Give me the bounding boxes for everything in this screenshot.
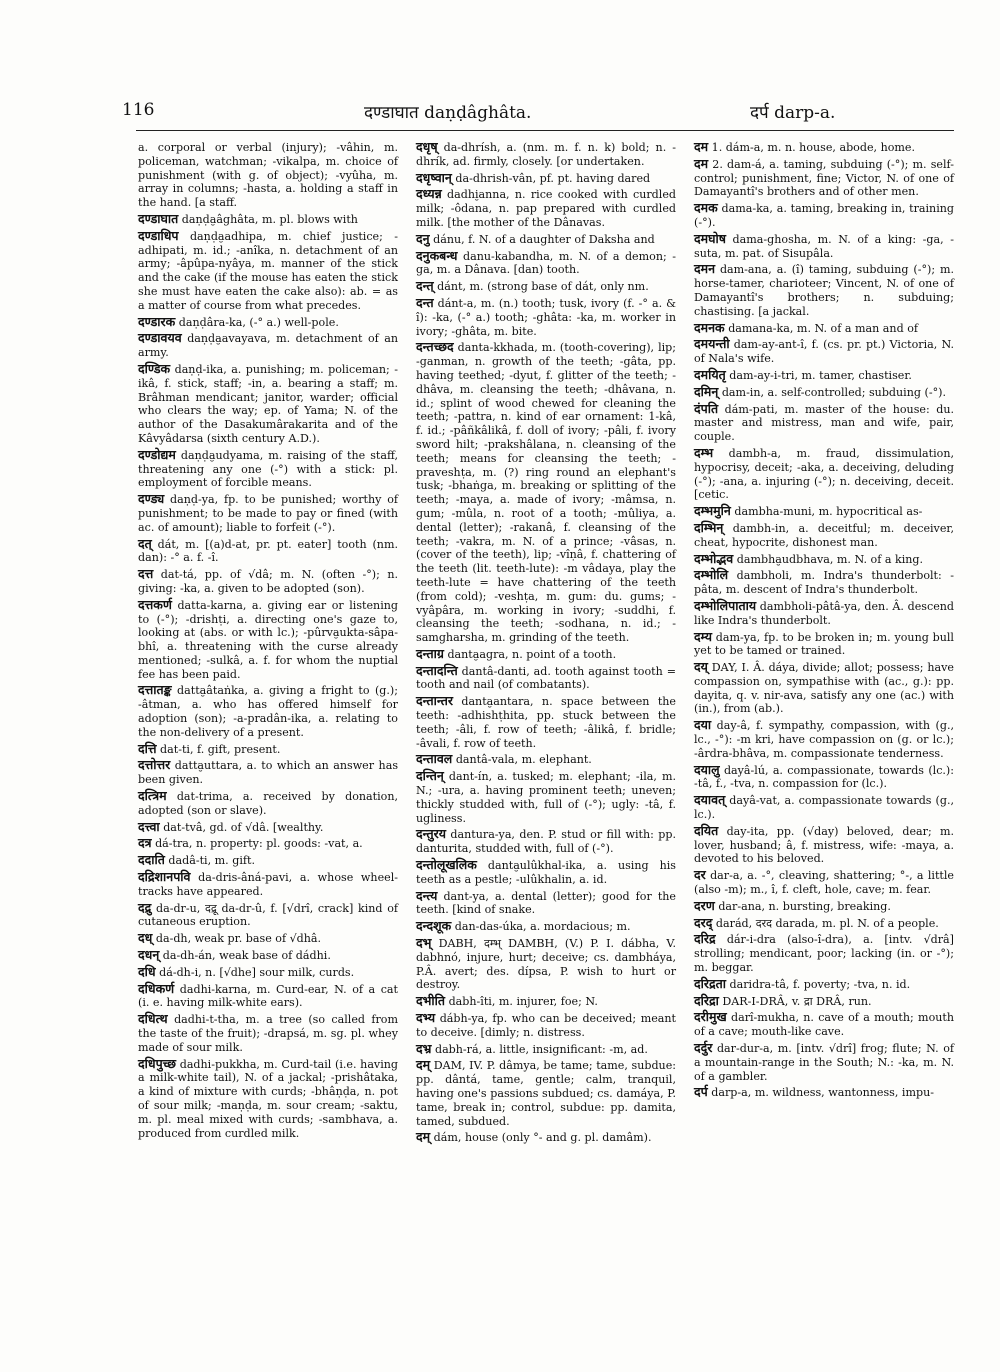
entry-headword: दन्तच्छद xyxy=(416,339,454,355)
entry-headword: दन्तुरय xyxy=(416,826,446,842)
dictionary-entry xyxy=(694,977,954,992)
dictionary-entry xyxy=(138,1057,398,1141)
entry-text: dambh-in, a. deceitful; m. deceiver, cheat, hypocrite, dishonest man. xyxy=(694,521,955,549)
entry-text: dam-in, a. self-controlled; subduing (-°). xyxy=(721,385,946,399)
entry-text: dama-ghosha, m. N. of a king: -ga, -suta, m. pat. of Sisupâla. xyxy=(694,232,954,260)
dictionary-entry xyxy=(694,402,954,444)
entry-text: DAM, IV. P. dâmya, be tame; tame, subdue: pp. dântá, tame, gentle; calm, tranquil, having one's passions subdued; cs. damáya, P. tame, break in; control, subdue: pp. damita, tamed, subdued. xyxy=(416,1059,676,1128)
entry-headword: दम् xyxy=(416,1057,431,1073)
entry-headword: दरण xyxy=(694,897,715,913)
entry-text: dant-ín, a. tusked; m. elephant; -ila, m. N.; -ura, a. having prominent teeth; uneven; thickly studded with, full of (-°); ugly: -tâ, f. ugliness. xyxy=(416,770,676,825)
column-1 xyxy=(138,140,398,1142)
dictionary-entry xyxy=(416,647,676,662)
entry-text: datta̮uttara, a. to which an answer has been given. xyxy=(138,759,399,787)
entry-text: dambh-a, m. fraud, dissimulation, hypocrisy, deceit; -aka, a. deceiving, deluding (-°); -ana, a. injuring (-°); n. deceiving, deceit. [cetic. xyxy=(694,446,955,502)
entry-headword: दत्ति xyxy=(138,740,157,756)
entry-text: DABH, दम्भ् DAMBH, (V.) P. I. dábha, V. dabhnó, injure, hurt; deceive; cs. dambháya, P.Â. avert; des. dípsa, P. wish to hurt or destroy. xyxy=(416,937,677,992)
entry-headword: दमघोष xyxy=(694,230,726,246)
entry-headword: दयावत् xyxy=(694,792,726,808)
entry-headword: दरिद्र xyxy=(694,931,716,947)
dictionary-entry xyxy=(416,187,676,229)
running-head-left: दण्डाघात daṇḍâghâta. xyxy=(364,103,532,123)
entry-headword: दत्त्वा xyxy=(138,818,160,834)
entry-text: dadâ-ti, m. gift. xyxy=(168,854,255,868)
dictionary-entry xyxy=(416,858,676,887)
dictionary-entry xyxy=(138,758,398,787)
entry-text: dabh-rá, a. little, insignificant: -m, ad. xyxy=(434,1042,648,1056)
page-header xyxy=(122,100,940,126)
entry-headword: दधृष् xyxy=(416,139,438,154)
entry-text: dayâ-vat, a. compassionate towards (g., lc.). xyxy=(694,794,955,822)
entry-headword: दनुकबन्ध xyxy=(416,247,458,263)
entry-headword: दभ्र xyxy=(416,1040,432,1056)
dictionary-entry xyxy=(416,889,676,918)
dictionary-entry xyxy=(138,315,398,330)
dictionary-entry xyxy=(138,820,398,835)
entry-text: dánt-a, m. (n.) tooth; tusk, ivory (f. -° a. & î): -ka, (-° a.) tooth; -ghâta: -ka, m. worker in ivory; -ghâta, m. bite. xyxy=(416,296,676,338)
entry-text: dambholi, m. Indra's thunderbolt: -pâta, m. descent of Indra's thunderbolt. xyxy=(694,569,955,597)
entry-text: dantura-ya, den. P. stud or fill with: pp. danturita, studded with, full of (-°). xyxy=(416,828,677,856)
dictionary-entry xyxy=(694,368,954,383)
dictionary-entry xyxy=(694,899,954,914)
dictionary-entry xyxy=(138,448,398,490)
entry-text: dadhi-karna, m. Curd-ear, N. of a cat (i. e. having milk-white ears). xyxy=(138,982,399,1010)
dictionary-entry xyxy=(694,599,954,628)
dictionary-entry xyxy=(694,916,954,931)
dictionary-entry xyxy=(416,171,676,186)
entry-text: daṇḍâra-ka, (-° a.) well-pole. xyxy=(178,315,339,329)
entry-text: dam-ay-ant-î, f. (cs. pr. pt.) Victoria, N. of Nala's wife. xyxy=(694,338,954,366)
entry-text: dayâ-lú, a. compassionate, towards (lc.): -tâ, f., -tva, n. compassion for (lc.). xyxy=(694,763,954,791)
entry-headword: दधि xyxy=(138,963,156,979)
entry-headword: दन्त् xyxy=(416,278,434,294)
dictionary-entry xyxy=(694,1085,954,1100)
entry-text: a. corporal or verbal (injury); -vâhin, m. policeman, watchman; -vikalpa, m. choice of punishment (with g. of object); -vyûha, m. array in columns; -hasta, a. holding a staff in the hand. [a staff. xyxy=(138,141,398,210)
entry-text: da-dhrish-vân, pf. pt. having dared xyxy=(455,171,651,185)
entry-text: dat-trima, a. received by donation, adopted (son or slave). xyxy=(138,790,399,817)
entry-headword: दन्दशूक xyxy=(416,918,452,934)
entry-text: daṇḍ-ika, a. punishing; m. policeman; -ikâ, f. stick, staff; -in, a. bearing a staff; m. Brâhman mendicant; janitor, warder; official who clears the way; ep. of Yama; N. of the author of the Dasakumârakarita and of the Kâvyâdarsa (sixth century A.D.). xyxy=(138,362,399,445)
dictionary-entry xyxy=(138,931,398,946)
entry-headword: दन्त्य xyxy=(416,887,438,903)
entry-text: 1. dám-a, m. n. house, abode, home. xyxy=(711,141,916,154)
dictionary-entry xyxy=(416,340,676,645)
dictionary-entry xyxy=(416,936,676,992)
entry-headword: दत्तकर्ण xyxy=(138,596,172,612)
entry-headword: दरद् xyxy=(694,914,713,930)
entry-headword: दर xyxy=(694,867,706,883)
header-rule xyxy=(136,130,954,131)
entry-text: dantâ-danti, ad. tooth against tooth = tooth and nail (of combatants). xyxy=(416,664,676,692)
entry-headword: दत् xyxy=(138,535,152,551)
entry-text: damana-ka, m. N. of a man and of xyxy=(728,321,918,335)
dictionary-entry xyxy=(694,868,954,897)
column-2 xyxy=(416,140,676,1147)
dictionary-entry xyxy=(694,521,954,550)
entry-text: da-dh, weak pr. base of √dhâ. xyxy=(155,932,322,946)
entry-headword: दध् xyxy=(138,930,153,946)
entry-headword: दण्डोद्यम xyxy=(138,446,176,462)
entry-text: da-dh-án, weak base of dádhi. xyxy=(162,949,331,963)
entry-text: dat-tvâ, gd. of √dâ. [wealthy. xyxy=(163,820,324,834)
entry-text: dama-ka, a. taming, breaking in, training (-°). xyxy=(694,202,954,229)
entry-text: 2. dam-á, a. taming, subduing (-°); m. self-control; punishment, fine; Victor, N. of one of Damayantî's brothers and of other men. xyxy=(694,157,954,199)
entry-text: dánt, m. (strong base of dát, only nm. xyxy=(437,280,649,294)
entry-text: dant-ya, a. dental (letter); good for the teeth. [kind of snake. xyxy=(416,889,676,917)
dictionary-entry xyxy=(694,157,954,199)
dictionary-entry xyxy=(138,331,398,360)
entry-text: dat-tá, pp. of √dâ; m. N. (often -°); n. giving: -ka, a. given to be adopted (son). xyxy=(138,568,399,595)
entry-headword: दन्त xyxy=(416,294,434,310)
entry-text: dam-ya, fp. to be broken in; m. young bull yet to be tamed or trained. xyxy=(694,630,954,658)
entry-text: dat-ti, f. gift, present. xyxy=(160,742,281,756)
dictionary-entry xyxy=(694,337,954,366)
entry-text: dam-ana, a. (î) taming, subduing (-°); m. horse-tamer, charioteer; Vincent, N. of one of Damayantî's brothers; n. subduing; chastising. [a jackal. xyxy=(694,263,955,318)
dictionary-entry xyxy=(694,763,954,792)
entry-headword: दम xyxy=(694,139,709,154)
entry-text: dambha̮udbhava, m. N. of a king. xyxy=(736,552,924,566)
entry-text: dadhi̮anna, n. rice cooked with curdled milk; -ôdana, n. pap prepared with curdled milk. [the mother of the Dânavas. xyxy=(416,188,676,229)
entry-headword: दभीति xyxy=(416,993,446,1009)
entry-headword: दण्डाघात xyxy=(138,210,179,226)
entry-text: datta̮âtaṅka, a. giving a fright to (g.); -âtman, a. who has offered himself for adoption (son); -a-pradân-ika, a. relating to the non-delivery of a present. xyxy=(138,684,398,739)
entry-headword: दद्रु xyxy=(138,899,152,915)
entry-text: day-â, f. sympathy, compassion, with (g., lc., -°): -m kri, have compassion on (g. or lc.); -ârdra-bhâva, m. compassionate tenderness. xyxy=(694,719,954,760)
entry-text: danta-kkhada, m. (tooth-covering), lip; -ganman, n. growth of the teeth; -gâta, pp. having teethed; -dyut, f. glitter of the teeth; -dhâva, m. cleansing the teeth; -dhâvana, n. id.; splint of wood chewed for cleaning the teeth; -pattra, n. kind of ear ornament: 1-kâ, f. id.; -pâñkâlikâ, f. doll of ivory; -pâli, f. ivory sword hilt; -prakshâlana, n. cleansing of the teeth; means for cleansing the teeth; -praveshṭa, m. (?) ring round an elephant's tusk; -bhaṅga, m. breaking or splitting of the teeth; -maya, a. made of ivory; -mâmsa, n. gum; -mûla, n. root of a tooth; -mûliya, a. dental (letter); -rakanâ, f. cleansing of the teeth; -vakra, m. N. of a prince; -vâsas, n. (cover of the teeth), lip; -vîṇâ, f. chattering of the teeth (lit. teeth-lute): -m vâdaya, play the teeth-lute = have chattering of the teeth (from cold); -veshṭa, m. gum: du. gums; -vyâpâra, m. working in ivory; -suddhi, f. cleansing the teeth; -sodhana, n. id.; -samgharsha, m. grinding of the teeth. xyxy=(416,341,677,645)
dictionary-entry xyxy=(138,492,398,534)
dictionary-entry xyxy=(416,1042,676,1057)
entry-text: dár-i-dra (also-î-dra), a. [intv. √drâ] strolling; mendicant, poor; lacking (in. or -°); m. beggar. xyxy=(694,933,954,975)
entry-text: dabh-îti, m. injurer, foe; N. xyxy=(448,995,598,1009)
entry-text: darî-mukha, n. cave of a mouth; mouth of a cave; mouth-like cave. xyxy=(694,1011,954,1039)
dictionary-entry xyxy=(694,793,954,822)
entry-text: dá-tra, n. property: pl. goods: -vat, a. xyxy=(155,837,363,851)
dictionary-entry xyxy=(416,1011,676,1040)
entry-headword: दन्तावल xyxy=(416,751,453,767)
dictionary-entry xyxy=(694,446,954,502)
entry-headword: दण्डावयव xyxy=(138,330,182,346)
dictionary-entry xyxy=(416,827,676,856)
entry-text: dám, house (only °- and g. pl. damâm). xyxy=(433,1131,652,1145)
entry-headword: दत्र xyxy=(138,835,152,851)
entry-headword: ददाति xyxy=(138,852,165,868)
dictionary-entry xyxy=(138,567,398,596)
entry-text: danta̮ulûkhal-ika, a. using his teeth as a pestle; -ulûkhalin, a. id. xyxy=(416,859,676,886)
entry-text: daṇḍa̮udyama, m. raising of the staff, threatening any one (-°) with a stick: pl. employment of forcible means. xyxy=(138,448,398,490)
dictionary-entry xyxy=(138,598,398,682)
running-head-right: दर्प darp-a. xyxy=(750,103,836,123)
entry-text: dadhi-t-tha, m. a tree (so called from the taste of the fruit); -drapsá, m. sg. pl. whey made of sour milk. xyxy=(138,1013,398,1054)
entry-headword: दमनक xyxy=(694,319,725,335)
entry-text: dar-a, a. -°, cleaving, shattering; °-, a little (also -m); m., î, f. cleft, hole, cave; m. fear. xyxy=(694,869,954,897)
dictionary-entry xyxy=(416,140,676,169)
dictionary-entry xyxy=(694,385,954,400)
dictionary-entry xyxy=(694,630,954,659)
dictionary-entry xyxy=(694,932,954,974)
dictionary-entry xyxy=(694,552,954,567)
entry-headword: दन्तान्तर xyxy=(416,693,453,709)
entry-headword: दधृष्वान् xyxy=(416,169,452,185)
entry-headword: दय् xyxy=(694,659,708,675)
entry-headword: दभ् xyxy=(416,935,432,951)
entry-text: daṇḍa̮avayava, m. detachment of an army. xyxy=(138,332,399,360)
entry-headword: दर्दुर xyxy=(694,1040,713,1056)
entry-text: dám-pati, m. master of the house: du. master and mistress, man and wife, pair, couple. xyxy=(694,402,955,444)
entry-headword: दत्त्रिम xyxy=(138,788,167,804)
dictionary-entry xyxy=(416,1130,676,1145)
entry-headword: दरिद्रता xyxy=(694,975,726,991)
dictionary-entry xyxy=(694,232,954,261)
entry-text: da-dris-âná-pavi, a. whose wheel-tracks have appeared. xyxy=(138,871,398,898)
entry-headword: दन्तोलूखलिक xyxy=(416,857,477,873)
dictionary-entry xyxy=(138,229,398,313)
dictionary-entry xyxy=(138,965,398,980)
dictionary-entry xyxy=(694,1041,954,1083)
entry-text: dam-ay-i-tri, m. tamer, chastiser. xyxy=(729,368,912,382)
entry-text: dantâ-vala, m. elephant. xyxy=(455,753,592,767)
entry-headword: दमन xyxy=(694,261,716,277)
dictionary-entry xyxy=(416,664,676,693)
entry-headword: दत्त xyxy=(138,566,154,582)
dictionary-entry xyxy=(138,683,398,739)
dictionary-entry xyxy=(138,789,398,818)
entry-text: DAY, I. Â. dáya, divide; allot; possess; have compassion on, sympathise with (ac., g.): pp. dayita, q. v. nir-ava, satisfy any one (ac.) with (in.), from (ab.). xyxy=(694,661,954,716)
dictionary-entry xyxy=(138,537,398,566)
entry-headword: दत्तातङ्क xyxy=(138,682,172,698)
entry-text: darád, दरद darada, m. pl. N. of a people. xyxy=(715,916,939,930)
entry-headword: दधिपुच्छ xyxy=(138,1055,177,1071)
dictionary-entry xyxy=(416,994,676,1009)
entry-headword: दण्डारक xyxy=(138,313,176,329)
dictionary-entry xyxy=(138,982,398,1011)
entry-text: dar-ana, n. bursting, breaking. xyxy=(718,899,891,913)
dictionary-entry xyxy=(138,901,398,930)
entry-headword: दमयितृ xyxy=(694,366,726,382)
entry-headword: दम्भोलिपाताय xyxy=(694,597,757,613)
entry-text: da-dr-u, दद्रू da-dr-û, f. [√drî, crack] kind of cutaneous eruption. xyxy=(138,901,398,929)
entry-headword: दन्तादन्ति xyxy=(416,662,458,678)
entry-text: daṇḍa̮adhipa, m. chief justice; -adhipati, m. id.; -anîka, n. detachment of an army; -âpûpa-nyâya, m. manner of the stick and the cake (if the mouse has eaten the stick she must have eaten the cake also): ab. = as a matter of course from what precedes. xyxy=(138,229,398,312)
dictionary-entry xyxy=(416,1058,676,1128)
entry-text: dánu, f. N. of a daughter of Daksha and xyxy=(433,232,655,246)
entry-headword: दण्डिक xyxy=(138,360,171,376)
dictionary-entry xyxy=(138,140,398,210)
entry-text: day-ita, pp. (√day) beloved, dear; m. lover, husband; â, f. mistress, wife: -maya, a. devoted to his beloved. xyxy=(694,824,955,866)
dictionary-entry xyxy=(138,742,398,757)
dictionary-entry xyxy=(416,769,676,825)
entry-text: daṇḍ-ya, fp. to be punished; worthy of punishment; to be made to pay or fined (with ac. of amount); liable to forfeit (-°). xyxy=(138,493,398,534)
entry-text: daṇḍa̮âghâta, m. pl. blows with xyxy=(181,212,358,226)
dictionary-entry xyxy=(138,853,398,868)
column-3 xyxy=(694,140,954,1102)
entry-text: dan-das-úka, a. mordacious; m. xyxy=(454,920,631,934)
dictionary-entry xyxy=(694,568,954,597)
entry-text: danta̮antara, n. space between the teeth: -adhishṭhita, pp. stuck between the teeth; -âli, f. row of teeth; -âlikâ, f. bridle; -âvali, f. row of teeth. xyxy=(416,695,676,750)
entry-text: dábh-ya, fp. who can be deceived; meant to deceive. [dimly; n. distress. xyxy=(416,1012,676,1039)
dictionary-entry xyxy=(694,140,954,155)
dictionary-entry xyxy=(416,249,676,278)
dictionary-entry xyxy=(416,296,676,338)
entry-headword: दम्य xyxy=(694,628,712,644)
entry-text: da-dhrísh, a. (nm. m. f. n. k) bold; n. -dhrík, ad. firmly, closely. [or undertaken. xyxy=(416,141,676,168)
entry-text: danta̮agra, n. point of a tooth. xyxy=(447,647,617,661)
dictionary-entry xyxy=(138,212,398,227)
entry-text: dát, m. [(a)d-at, pr. pt. eater] tooth (nm. dan): -° a. f. -î. xyxy=(138,537,398,565)
entry-headword: दमक xyxy=(694,200,718,216)
entry-headword: दधिकर्ण xyxy=(138,980,175,996)
entry-headword: दया xyxy=(694,717,712,733)
entry-headword: दन्तिन् xyxy=(416,768,444,784)
entry-headword: दम्भिन् xyxy=(694,519,724,535)
entry-headword: दम्भोलि xyxy=(694,567,729,583)
entry-headword: दन्ताग्र xyxy=(416,645,444,661)
entry-headword: दयित xyxy=(694,822,719,838)
entry-text: daridra-tâ, f. poverty; -tva, n. id. xyxy=(729,977,911,991)
dictionary-entry xyxy=(416,232,676,247)
dictionary-entry xyxy=(138,1012,398,1054)
entry-text: dambholi-pâtâ-ya, den. Â. descend like Indra's thunderbolt. xyxy=(694,599,954,627)
entry-headword: दधित्थ xyxy=(138,1011,168,1027)
dictionary-entry xyxy=(694,824,954,866)
entry-text: danu-kabandha, m. N. of a demon; -ga, m. a Dânava. [dan) tooth. xyxy=(416,249,676,277)
entry-headword: दम् xyxy=(416,1129,431,1145)
dictionary-entry xyxy=(694,321,954,336)
dictionary-entry xyxy=(416,694,676,750)
entry-headword: दनु xyxy=(416,230,430,246)
entry-headword: दध्यन्न xyxy=(416,186,442,202)
entry-headword: दभ्य xyxy=(416,1010,436,1026)
entry-text: dadhi-pukkha, m. Curd-tail (i.e. having a milk-white tail), N. of a jackal; -prishâtaka, a kind of mixture with curds; -bhâṇḍa, n. pot of sour milk; -maṇḍa, m. sour cream; -saktu, m. pl. meal mixed with curds; -sambhava, a. produced from curdled milk. xyxy=(138,1057,398,1140)
entry-headword: दण्ड्य xyxy=(138,491,165,507)
dictionary-entry xyxy=(694,504,954,519)
entry-headword: दयालु xyxy=(694,761,720,777)
entry-headword: दण्डाधिप xyxy=(138,227,179,243)
entry-headword: दरिद्रा xyxy=(694,992,719,1008)
entry-text: DAR-I-DRÂ, v. द्रा DRÂ, run. xyxy=(722,994,872,1008)
page-number: 116 xyxy=(122,100,155,120)
entry-text: dá-dh-i, n. [√dhe] sour milk, curds. xyxy=(159,965,355,979)
entry-text: dambha-muni, m. hypocritical as- xyxy=(734,505,923,519)
dictionary-entry xyxy=(694,262,954,318)
dictionary-entry xyxy=(416,919,676,934)
dictionary-entry xyxy=(694,660,954,716)
entry-text: dar-dur-a, m. [intv. √drî] frog; flute; N. of a mountain-range in the South; N.: -ka, m. N. of a gambler. xyxy=(694,1042,954,1083)
entry-headword: दरीमुख xyxy=(694,1009,727,1025)
entry-headword: दद्रिशानपवि xyxy=(138,869,191,885)
dictionary-entry xyxy=(138,948,398,963)
entry-headword: दंपति xyxy=(694,400,719,416)
dictionary-entry xyxy=(138,870,398,899)
entry-headword: दत्तोत्तर xyxy=(138,757,171,773)
entry-headword: दधन् xyxy=(138,947,160,963)
entry-headword: दम्भ xyxy=(694,444,714,460)
dictionary-entry xyxy=(694,718,954,760)
dictionary-entry xyxy=(138,362,398,446)
entry-headword: दमिन् xyxy=(694,383,719,399)
entry-headword: दम्भोद्भव xyxy=(694,550,734,566)
dictionary-entry xyxy=(416,752,676,767)
entry-headword: दम xyxy=(694,155,709,171)
dictionary-entry xyxy=(694,1010,954,1039)
entry-headword: दमयन्ती xyxy=(694,336,730,352)
dictionary-entry xyxy=(694,201,954,230)
dictionary-entry xyxy=(416,279,676,294)
entry-text: datta-karna, a. giving ear or listening to (-°); -drishṭi, a. directing one's gaze to, looking at (abs. or with lc.); -pûrva̮ukta-sâpa-bhî, a. threatening with the curse already mentioned; -sulkâ, a. f. for whom the nuptial fee has been paid. xyxy=(138,598,398,681)
entry-headword: दम्भमुनि xyxy=(694,503,731,519)
entry-headword: दर्प xyxy=(694,1084,708,1100)
dictionary-entry xyxy=(694,994,954,1009)
dictionary-entry xyxy=(138,836,398,851)
entry-text: darp-a, m. wildness, wantonness, impu- xyxy=(711,1086,934,1100)
